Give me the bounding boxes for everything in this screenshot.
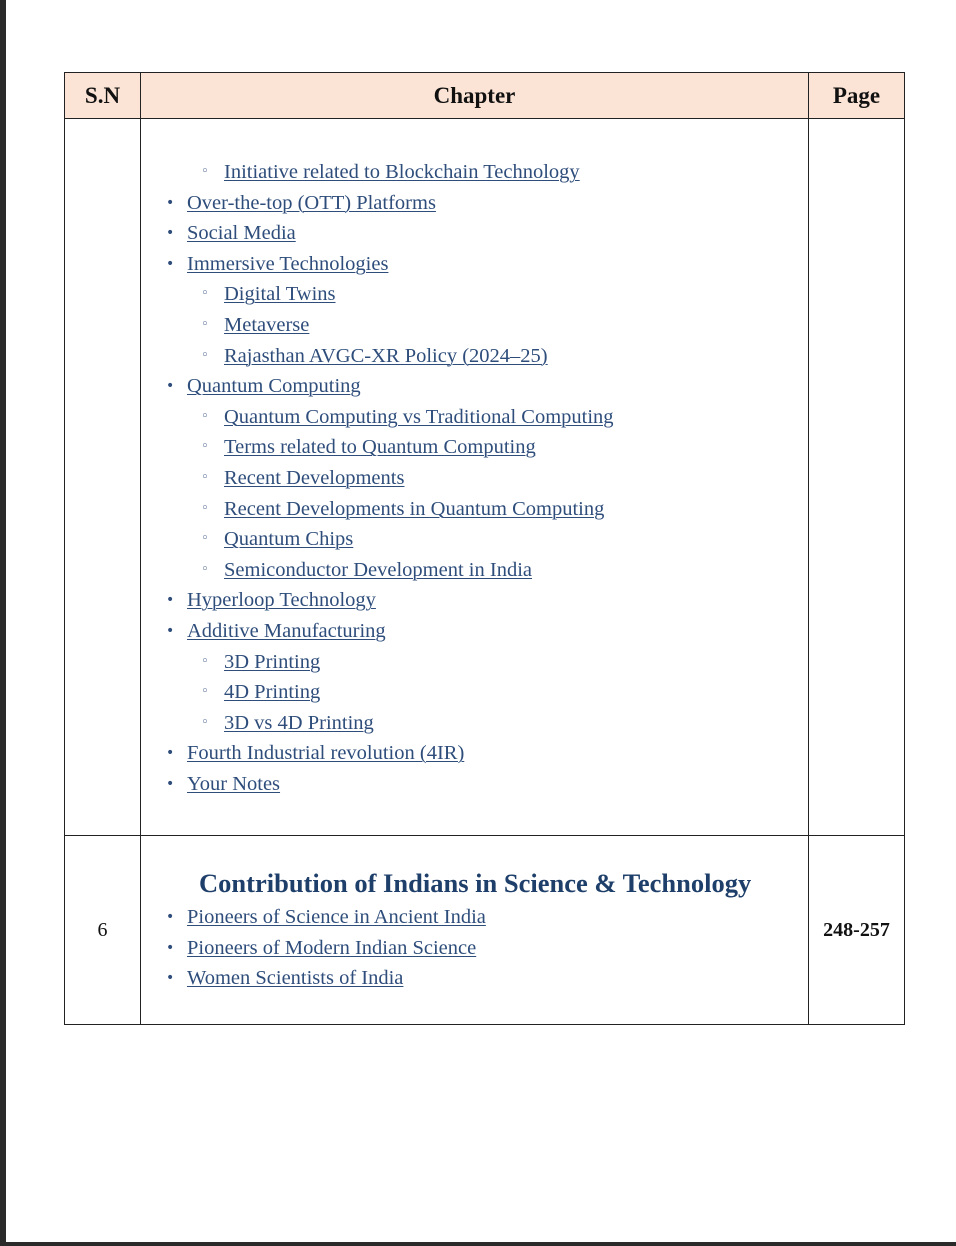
hollow-bullet-icon: ◦ [201, 531, 209, 547]
topic-link[interactable]: Quantum Computing vs Traditional Computing [224, 405, 614, 428]
bullet-icon: • [166, 775, 175, 792]
hollow-bullet-icon: ◦ [201, 561, 209, 577]
header-sn: S.N [65, 73, 141, 119]
list-item [141, 188, 808, 219]
list-item [141, 708, 808, 739]
list-item [141, 341, 808, 372]
topic-link[interactable]: Additive Manufacturing [187, 619, 386, 642]
topic-link[interactable]: 3D Printing [224, 650, 321, 673]
list-item [141, 585, 808, 616]
row-page [809, 119, 905, 836]
list-item [141, 902, 808, 933]
hollow-bullet-icon: ◦ [201, 439, 209, 455]
topic-list [141, 902, 808, 994]
bullet-icon: • [166, 745, 175, 762]
topic-link[interactable]: Pioneers of Modern Indian Science [187, 936, 477, 959]
topic-link[interactable]: Quantum Computing [187, 375, 361, 398]
list-item [141, 371, 808, 402]
list-item [141, 402, 808, 433]
list-item [141, 647, 808, 678]
table-row [65, 836, 905, 1025]
bullet-icon: • [166, 939, 175, 956]
topic-link[interactable]: Quantum Chips [224, 528, 354, 551]
topic-link[interactable]: Immersive Technologies [187, 252, 389, 275]
list-item [141, 738, 808, 769]
row-page: 248-257 [809, 836, 905, 1025]
bullet-icon: • [166, 225, 175, 242]
topic-link[interactable]: 4D Printing [224, 681, 321, 704]
chapter-title: Contribution of Indians in Science & Technology [199, 868, 752, 899]
hollow-bullet-icon: ◦ [201, 408, 209, 424]
bullet-icon: • [166, 622, 175, 639]
hollow-bullet-icon: ◦ [201, 653, 209, 669]
topic-link[interactable]: Your Notes [187, 772, 281, 795]
topic-link[interactable]: Terms related to Quantum Computing [224, 436, 536, 459]
hollow-bullet-icon: ◦ [201, 286, 209, 302]
header-chapter: Chapter [141, 73, 809, 119]
list-item [141, 524, 808, 555]
hollow-bullet-icon: ◦ [201, 347, 209, 363]
bullet-icon: • [166, 970, 175, 987]
hollow-bullet-icon: ◦ [201, 164, 209, 179]
topic-link[interactable]: Recent Developments [224, 466, 405, 489]
document-page [6, 0, 956, 1242]
list-item [141, 933, 808, 964]
list-item [141, 555, 808, 586]
list-item [141, 157, 808, 188]
header-page: Page [809, 73, 905, 119]
topic-link[interactable]: Semiconductor Development in India [224, 558, 532, 581]
list-item [141, 279, 808, 310]
topic-link[interactable]: Initiative related to Blockchain Technology [224, 161, 580, 183]
topic-link[interactable]: Digital Twins [224, 283, 336, 306]
topic-link[interactable]: Pioneers of Science in Ancient India [187, 906, 486, 929]
list-item [141, 963, 808, 994]
bullet-icon: • [166, 194, 175, 211]
topic-link[interactable]: Over-the-top (OTT) Platforms [187, 191, 436, 214]
list-item [141, 616, 808, 647]
topic-link[interactable]: Social Media [187, 222, 296, 245]
chapter-cell [141, 119, 809, 836]
topic-list [141, 119, 808, 799]
topic-link[interactable]: Metaverse [224, 313, 310, 336]
table-row [65, 119, 905, 836]
chapter-cell [141, 836, 809, 1025]
topic-link[interactable]: Hyperloop Technology [187, 589, 376, 612]
list-item [141, 463, 808, 494]
table-of-contents [64, 72, 905, 1025]
hollow-bullet-icon: ◦ [201, 469, 209, 485]
bullet-icon: • [166, 909, 175, 926]
list-item [141, 218, 808, 249]
list-item [141, 310, 808, 341]
topic-link[interactable]: Recent Developments in Quantum Computing [224, 497, 605, 520]
hollow-bullet-icon: ◦ [201, 714, 209, 730]
bullet-icon: • [166, 378, 175, 395]
header-row [65, 73, 905, 119]
row-sn: 6 [65, 836, 141, 1025]
list-item [141, 494, 808, 525]
topic-link[interactable]: Women Scientists of India [187, 967, 404, 990]
list-item [141, 677, 808, 708]
row-sn [65, 119, 141, 836]
bullet-icon: • [166, 255, 175, 272]
list-item [141, 249, 808, 280]
topic-link[interactable]: Fourth Industrial revolution (4IR) [187, 742, 465, 765]
hollow-bullet-icon: ◦ [201, 316, 209, 332]
hollow-bullet-icon: ◦ [201, 500, 209, 516]
topic-link[interactable]: Rajasthan AVGC-XR Policy (2024–25) [224, 344, 548, 367]
list-item [141, 432, 808, 463]
topic-link[interactable]: 3D vs 4D Printing [224, 711, 374, 734]
hollow-bullet-icon: ◦ [201, 684, 209, 700]
bullet-icon: • [166, 592, 175, 609]
list-item [141, 769, 808, 800]
